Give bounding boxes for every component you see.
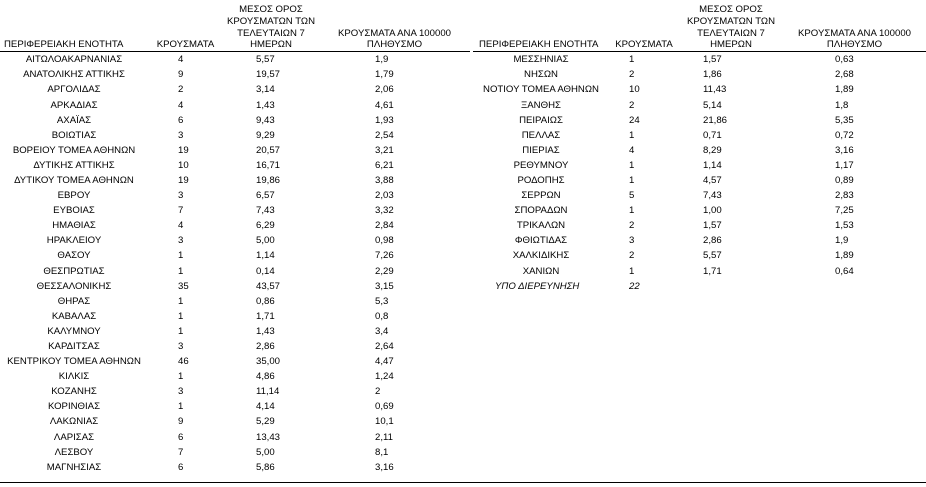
avg7-cell: 6,57 [256,190,275,202]
avg7-cell: 13,43 [256,431,281,443]
region-cell: ΛΕΣΒΟΥ [54,446,94,458]
avg7-cell: 0,14 [256,265,275,277]
per100k-cell: 2,06 [375,84,394,96]
avg7-cell: 0,71 [703,129,722,141]
table-row [473,188,926,203]
per100k-cell: 0,63 [835,54,854,66]
avg7-cell: 2,86 [256,341,275,353]
avg7-cell: 3,14 [256,84,275,96]
table-row [0,203,470,218]
region-cell: ΚΑΛΥΜΝΟΥ [47,325,101,337]
region-cell: ΚΕΝΤΡΙΚΟΥ ΤΟΜΕΑ ΑΘΗΝΩΝ [7,356,141,368]
avg7-cell: 1,43 [256,325,275,337]
table-row [0,279,470,294]
table-row [473,52,926,68]
avg7-cell: 5,00 [256,446,275,458]
right-header-region: ΠΕΡΙΦΕΡΕΙΑΚΗ ΕΝΟΤΗΤΑ [473,4,609,52]
cases-cell: 1 [178,265,184,277]
table-row [473,158,926,173]
table-row [0,67,470,82]
avg7-cell: 1,57 [703,220,722,232]
bottom-rule [0,482,926,483]
region-cell: ΛΑΚΩΝΙΑΣ [49,416,99,428]
per100k-cell: 1,24 [375,371,394,383]
cases-cell: 3 [178,235,184,247]
right-header-per100k: ΚΡΟΥΣΜΑΤΑ ΑΝΑ 100000 ΠΛΗΘΥΣΜΟ [783,4,926,52]
table-row [473,173,926,188]
region-cell: ΧΑΛΚΙΔΙΚΗΣ [512,250,570,262]
table-row [473,113,926,128]
cases-cell: 1 [629,174,635,186]
table-row [0,173,470,188]
left-header-region: ΠΕΡΙΦΕΡΕΙΑΚΗ ΕΝΟΤΗΤΑ [0,4,148,52]
per100k-cell: 5,35 [835,114,854,126]
cases-cell: 3 [178,386,184,398]
cases-cell: 3 [178,129,184,141]
per100k-cell: 1,9 [835,235,849,247]
cases-cell: 46 [178,356,189,368]
per100k-cell: 1,8 [835,99,849,111]
cases-cell: 7 [178,446,184,458]
table-row [0,324,470,339]
region-cell: ΑΙΤΩΛΟΑΚΑΡΝΑΝΙΑΣ [25,54,123,66]
right-table-body [473,52,926,294]
per100k-cell: 1,79 [375,69,394,81]
region-cell: ΚΟΖΑΝΗΣ [51,386,97,398]
empty-cell [679,279,783,294]
cases-cell: 1 [178,401,184,413]
cases-cell: 4 [178,99,184,111]
per100k-cell: 0,64 [835,265,854,277]
table-row [473,264,926,279]
avg7-cell: 1,43 [256,99,275,111]
cases-cell: 4 [629,144,635,156]
table-row [473,67,926,82]
cases-cell: 2 [629,250,635,262]
region-cell: ΘΗΡΑΣ [57,295,91,307]
table-row [0,369,470,384]
region-cell: ΛΑΡΙΣΑΣ [53,431,95,443]
cases-cell: 10 [629,84,640,96]
avg7-cell: 4,14 [256,401,275,413]
per100k-cell: 2,68 [835,69,854,81]
cases-cell: 6 [178,431,184,443]
per100k-cell: 3,4 [375,325,389,337]
table-row [0,460,470,475]
region-cell: ΠΙΕΡΙΑΣ [522,144,560,156]
avg7-cell: 7,43 [703,190,722,202]
region-cell: ΑΝΑΤΟΛΙΚΗΣ ΑΤΤΙΚΗΣ [23,69,125,81]
cases-cell: 24 [629,114,640,126]
region-cell: ΕΒΡΟΥ [57,190,91,202]
avg7-cell: 5,57 [703,250,722,262]
cases-cell: 19 [178,174,189,186]
table-row [0,128,470,143]
table-row [0,113,470,128]
region-cell: ΒΟΡΕΙΟΥ ΤΟΜΕΑ ΑΘΗΝΩΝ [12,144,136,156]
cases-cell: 3 [178,190,184,202]
table-row [473,143,926,158]
table-row [0,445,470,460]
table-row [473,248,926,263]
region-cell: ΦΘΙΩΤΙΔΑΣ [514,235,568,247]
avg7-cell: 43,57 [256,280,281,292]
cases-cell: 5 [629,190,635,202]
avg7-cell: 35,00 [256,356,281,368]
cases-cell: 1 [178,295,184,307]
per100k-cell: 6,21 [375,159,394,171]
avg7-cell: 11,43 [703,84,727,96]
right-cases-table [473,4,926,294]
avg7-cell: 4,86 [256,371,275,383]
avg7-cell: 5,86 [256,461,275,473]
table-row [0,354,470,369]
cases-cell: 1 [178,250,184,262]
avg7-cell: 0,86 [256,295,275,307]
avg7-cell: 20,57 [256,144,281,156]
cases-cell: 3 [178,341,184,353]
avg7-cell: 11,14 [256,386,280,398]
region-cell: ΝΟΤΙΟΥ ΤΟΜΕΑ ΑΘΗΝΩΝ [483,84,599,96]
avg7-cell: 1,71 [256,310,275,322]
per100k-cell: 4,61 [375,99,394,111]
per100k-cell: 3,15 [375,280,394,292]
table-row [0,399,470,414]
per100k-cell: 4,47 [375,356,394,368]
per100k-cell: 1,17 [835,159,854,171]
per100k-cell: 2,84 [375,220,394,232]
per100k-cell: 3,16 [375,461,394,473]
per100k-cell: 0,8 [375,310,389,322]
cases-cell: 1 [178,310,184,322]
avg7-cell: 1,86 [703,69,722,81]
avg7-cell: 1,00 [703,205,722,217]
table-row [0,294,470,309]
region-cell: ΘΑΣΟΥ [57,250,91,262]
table-row [0,82,470,97]
table-row [0,430,470,445]
cases-cell: 2 [629,220,635,232]
region-cell: ΝΗΣΩΝ [524,69,558,81]
per100k-cell: 5,3 [375,295,389,307]
table-row [0,188,470,203]
undetermined-label: ΥΠΟ ΔΙΕΡΕΥΝΗΣΗ [495,280,580,292]
avg7-cell: 19,86 [256,174,281,186]
region-cell: ΠΕΛΛΑΣ [521,129,561,141]
region-cell: ΔΥΤΙΚΟΥ ΤΟΜΕΑ ΑΘΗΝΩΝ [14,174,134,186]
cases-cell: 1 [629,265,635,277]
cases-cell: 7 [178,205,184,217]
region-cell: ΠΕΙΡΑΙΩΣ [519,114,563,126]
per100k-cell: 0,72 [835,129,854,141]
region-cell: ΑΡΚΑΔΙΑΣ [50,99,98,111]
per100k-cell: 3,88 [375,174,394,186]
region-cell: ΚΑΡΔΙΤΣΑΣ [48,341,100,353]
undetermined-cases: 22 [629,280,640,292]
avg7-cell: 1,71 [703,265,722,277]
avg7-cell: 2,86 [703,235,722,247]
cases-cell: 2 [629,69,635,81]
region-cell: ΑΡΓΟΛΙΔΑΣ [47,84,101,96]
table-row [0,218,470,233]
right-header-row [473,4,926,52]
region-cell: ΣΠΟΡΑΔΩΝ [514,205,568,217]
table-row [0,248,470,263]
per100k-cell: 2,54 [375,129,394,141]
per100k-cell: 1,93 [375,114,394,126]
right-header-avg7: ΜΕΣΟΣ ΟΡΟΣ ΚΡΟΥΣΜΑΤΩΝ ΤΩΝ ΤΕΛΕΥΤΑΙΩΝ 7 ΗΜΕΡΩΝ [679,4,783,52]
region-cell: ΘΕΣΠΡΩΤΙΑΣ [43,265,105,277]
cases-cell: 1 [629,129,635,141]
per100k-cell: 0,98 [375,235,394,247]
region-cell: ΚΙΛΚΙΣ [58,371,90,383]
avg7-cell: 1,14 [703,159,722,171]
empty-cell [783,279,926,294]
avg7-cell: 5,14 [703,99,722,111]
table-row [473,82,926,97]
left-table-body [0,52,470,475]
cases-cell: 10 [178,159,189,171]
region-cell: ΞΑΝΘΗΣ [521,99,561,111]
region-cell: ΡΟΔΟΠΗΣ [517,174,565,186]
table-row [473,97,926,112]
per100k-cell: 2,03 [375,190,394,202]
per100k-cell: 10,1 [375,416,394,428]
cases-cell: 19 [178,144,189,156]
per100k-cell: 1,89 [835,84,854,96]
table-row [0,264,470,279]
cases-cell: 3 [629,235,635,247]
cases-cell: 35 [178,280,189,292]
per100k-cell: 8,1 [375,446,389,458]
left-header-per100k: ΚΡΟΥΣΜΑΤΑ ΑΝΑ 100000 ΠΛΗΘΥΣΜΟ [319,4,470,52]
per100k-cell: 2,83 [835,190,854,202]
cases-cell: 1 [629,205,635,217]
left-cases-table [0,4,470,475]
region-cell: ΔΥΤΙΚΗΣ ΑΤΤΙΚΗΣ [33,159,115,171]
region-cell: ΑΧΑΪΑΣ [56,114,92,126]
avg7-cell: 1,57 [703,54,722,66]
per100k-cell: 1,9 [375,54,389,66]
left-header-cases: ΚΡΟΥΣΜΑΤΑ [148,4,223,52]
avg7-cell: 4,57 [703,174,722,186]
region-cell: ΤΡΙΚΑΛΩΝ [516,220,566,232]
region-cell: ΗΡΑΚΛΕΙΟΥ [46,235,102,247]
table-row [473,218,926,233]
cases-cell: 9 [178,69,184,81]
table-row [473,128,926,143]
region-cell: ΚΟΡΙΝΘΙΑΣ [47,401,101,413]
region-cell: ΜΑΓΝΗΣΙΑΣ [46,461,102,473]
avg7-cell: 21,86 [703,114,728,126]
avg7-cell: 5,00 [256,235,275,247]
avg7-cell: 6,29 [256,220,275,232]
avg7-cell: 7,43 [256,205,275,217]
cases-cell: 6 [178,114,184,126]
per100k-cell: 1,53 [835,220,854,232]
region-cell: ΘΕΣΣΑΛΟΝΙΚΗΣ [36,280,112,292]
avg7-cell: 9,43 [256,114,275,126]
per100k-cell: 7,25 [835,205,854,217]
table-row [473,233,926,248]
table-row [0,97,470,112]
table-row [0,384,470,399]
table-row [0,414,470,429]
region-cell: ΣΕΡΡΩΝ [521,190,561,202]
table-row [0,52,470,68]
region-cell: ΕΥΒΟΙΑΣ [53,205,95,217]
cases-cell: 1 [629,159,635,171]
table-row [0,309,470,324]
cases-cell: 1 [178,325,184,337]
avg7-cell: 8,29 [703,144,722,156]
table-row [0,158,470,173]
left-header-row [0,4,470,52]
region-cell: ΒΟΙΩΤΙΑΣ [51,129,97,141]
per100k-cell: 2 [375,386,381,398]
region-cell: ΜΕΣΣΗΝΙΑΣ [513,54,569,66]
table-row [0,233,470,248]
region-cell: ΧΑΝΙΩΝ [522,265,560,277]
per100k-cell: 0,89 [835,174,854,186]
per100k-cell: 2,11 [375,431,393,443]
per100k-cell: 3,32 [375,205,394,217]
cases-cell: 4 [178,220,184,232]
per100k-cell: 2,29 [375,265,394,277]
cases-cell: 2 [629,99,635,111]
cases-cell: 1 [178,371,184,383]
cases-cell: 6 [178,461,184,473]
region-cell: ΗΜΑΘΙΑΣ [52,220,96,232]
cases-cell: 1 [629,54,635,66]
table-row [473,203,926,218]
cases-cell: 9 [178,416,184,428]
avg7-cell: 19,57 [256,69,281,81]
region-cell: ΚΑΒΑΛΑΣ [51,310,97,322]
avg7-cell: 9,29 [256,129,275,141]
region-cell: ΡΕΘΥΜΝΟΥ [513,159,569,171]
cases-cell: 2 [178,84,184,96]
avg7-cell: 5,29 [256,416,275,428]
avg7-cell: 1,14 [256,250,275,262]
per100k-cell: 7,26 [375,250,394,262]
cases-cell: 4 [178,54,184,66]
table-row [0,339,470,354]
right-header-cases: ΚΡΟΥΣΜΑΤΑ [609,4,679,52]
undetermined-row [473,279,926,294]
per100k-cell: 0,69 [375,401,394,413]
table-row [0,143,470,158]
per100k-cell: 3,21 [375,144,394,156]
avg7-cell: 5,57 [256,54,275,66]
per100k-cell: 3,16 [835,144,854,156]
per100k-cell: 1,89 [835,250,854,262]
avg7-cell: 16,71 [256,159,281,171]
per100k-cell: 2,64 [375,341,394,353]
left-header-avg7: ΜΕΣΟΣ ΟΡΟΣ ΚΡΟΥΣΜΑΤΩΝ ΤΩΝ ΤΕΛΕΥΤΑΙΩΝ 7 ΗΜΕΡΩΝ [223,4,319,52]
